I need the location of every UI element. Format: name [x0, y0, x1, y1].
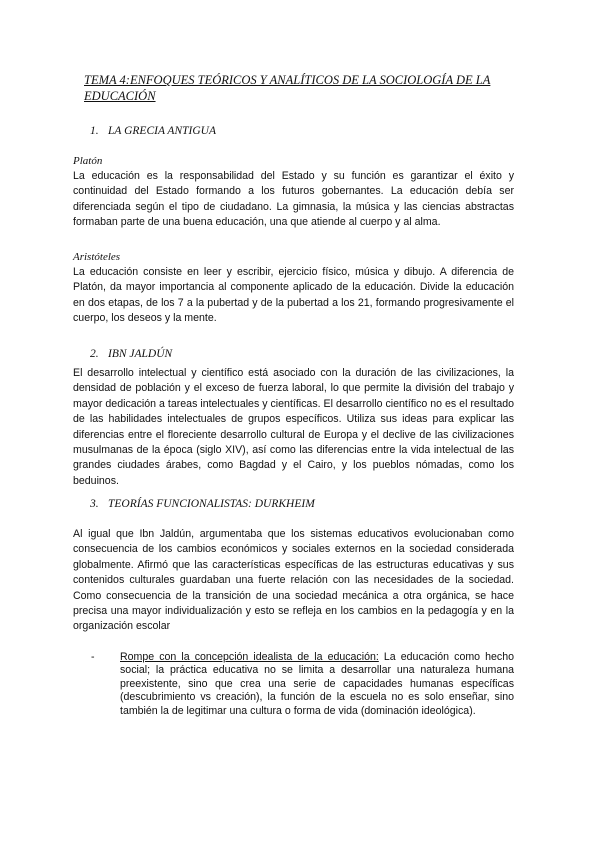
bullet-dash: -: [91, 651, 95, 663]
section-heading-text: TEORÍAS FUNCIONALISTAS: DURKHEIM: [108, 498, 315, 510]
section-number: 3.: [90, 498, 99, 510]
paragraph-durkheim: Al igual que Ibn Jaldún, argumentaba que los sistemas educativos evolucionaban como consecuencia de los cambios económicos y sociales externos en la sociedad considerada globalmente. Afirmó que las características específicas de las estructuras educativas y sus contenidos culturales guardaban una fuerte relación con las necesidades de la sociedad. Como consecuencia de la transición de una sociedad mecánica a otra orgánica, se hace precisa una mayor individualización y esto se refleja en los cambios en la pedagogía y en la organización escolar: [73, 528, 514, 633]
section-heading-ibn-jaldun: [90, 347, 172, 361]
section-heading-grecia: [90, 124, 216, 138]
paragraph-ibn-jaldun: El desarrollo intelectual y científico está asociado con la duración de las civilizaciones, la densidad de población y el exceso de fuerza laboral, lo que permite la división del trabajo y mayor dedicación a tareas intelectuales y científicas. El desarrollo científico no es el resultado de las habilidades intelectuales de grupos específicos. Utiliza sus ideas para explicar las diferencias entre el floreciente desarrollo cultural de Europa y el declive de las civilizaciones musulmanas de la época (siglo XIV), así como las diferencias entre la vida intelectual de las grandes ciudades árabes, como Bagdad y el Cairo, y los pueblos nómadas, como los beduinos.: [73, 367, 514, 487]
document-title: TEMA 4:ENFOQUES TEÓRICOS Y ANALÍTICOS DE LA SOCIOLOGÍA DE LA EDUCACIÓN: [84, 73, 491, 103]
bullet-text: La educación como hecho social; la práctica educativa no se limita a desarrollar una naturaleza humana preexistente, sino que crea una serie de capacidades humanas específicas (descubrimiento vs creación), la función de la escuela no es solo enseñar, sino también la de legitimar una cultura o forma de vida (dominación ideológica).: [120, 651, 515, 717]
subsection-title-platon: Platón: [73, 155, 103, 167]
section-heading-text: LA GRECIA ANTIGUA: [108, 125, 216, 137]
paragraph-aristoteles: La educación consiste en leer y escribir, ejercicio físico, música y dibujo. A diferencia de Platón, da mayor importancia al componente aplicado de la educación. Divide la educación en dos etapas, de los 7 a la pubertad y de la pubertad a los 21, formando progresivamente el cuerpo, los deseos y la mente.: [73, 266, 514, 325]
bullet-underlined-text: Rompe con la concepción idealista de la educación:: [120, 651, 379, 663]
section-number: 1.: [90, 125, 99, 137]
subsection-title-aristoteles: Aristóteles: [73, 251, 121, 263]
bullet-item-durkheim: [91, 651, 515, 718]
paragraph-platon: La educación es la responsabilidad del Estado y su función es garantizar el éxito y continuidad del Estado formando a los futuros gobernantes. La educación debía ser diferenciada según el tipo de ciudadano. La gimnasia, la música y las ciencias abstractas formaban parte de una buena educación, una que atiende al cuerpo y al alma.: [73, 170, 514, 229]
section-number: 2.: [90, 348, 99, 360]
section-heading-text: IBN JALDÚN: [108, 348, 173, 360]
section-heading-durkheim: [90, 497, 315, 511]
